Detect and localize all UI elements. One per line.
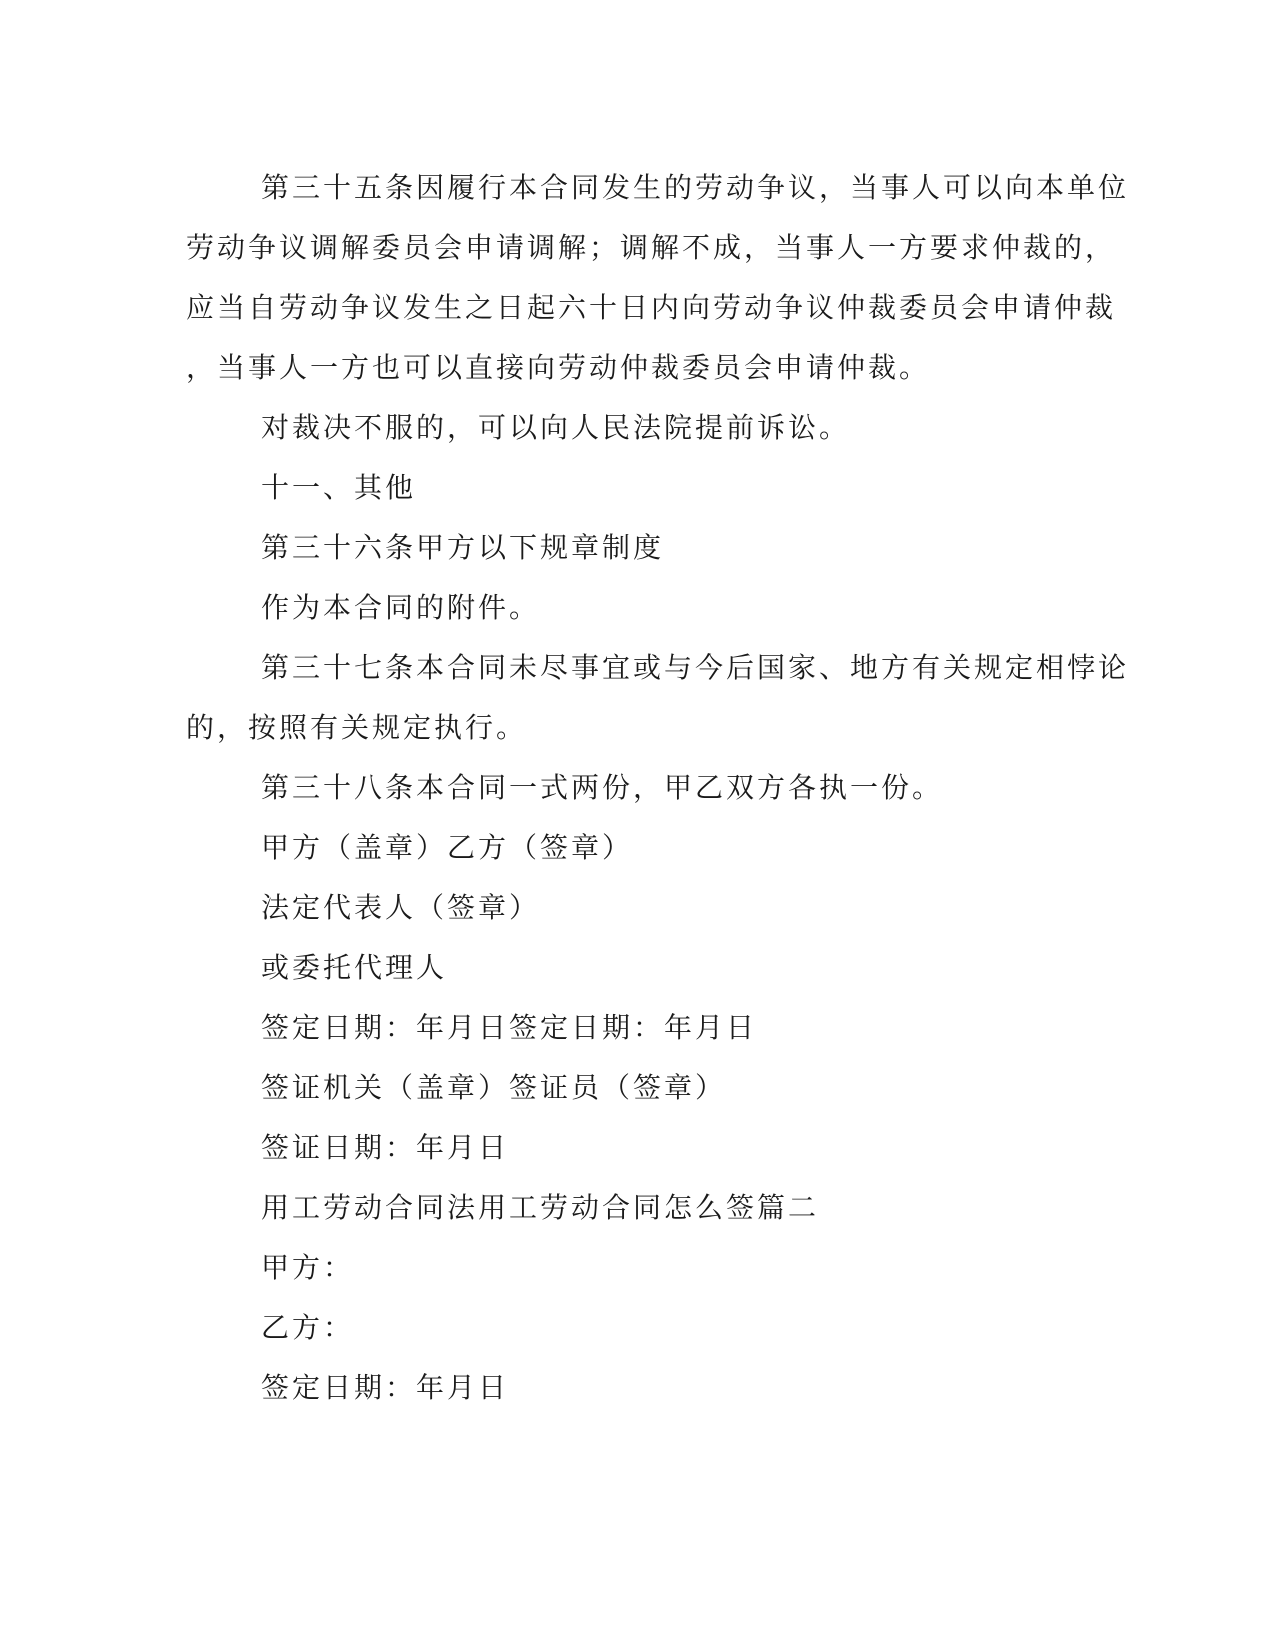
paragraph-article-38: 第三十八条本合同一式两份，甲乙双方各执一份。 — [261, 771, 944, 804]
certification-date: 签证日期：年月日 — [261, 1131, 510, 1164]
paragraph-attachment: 作为本合同的附件。 — [261, 591, 541, 624]
paragraph-article-35-line-4: ，当事人一方也可以直接向劳动仲裁委员会申请仲裁。 — [186, 351, 931, 384]
signing-date-label: 签定日期：年月日 — [261, 1371, 510, 1404]
certification-authority: 签证机关（盖章）签证员（签章） — [261, 1071, 727, 1104]
paragraph-article-36: 第三十六条甲方以下规章制度 — [261, 531, 665, 564]
paragraph-article-35-line-1: 第三十五条因履行本合同发生的劳动争议，当事人可以向本单位 — [261, 171, 1130, 204]
paragraph-article-37-line-1: 第三十七条本合同未尽事宜或与今后国家、地方有关规定相悖论 — [261, 651, 1130, 684]
signature-agent: 或委托代理人 — [261, 951, 448, 984]
signature-legal-representative: 法定代表人（签章） — [261, 891, 541, 924]
document-body — [186, 158, 1130, 1418]
signing-dates: 签定日期：年月日签定日期：年月日 — [261, 1011, 758, 1044]
paragraph-article-35-line-2: 劳动争议调解委员会申请调解；调解不成，当事人一方要求仲裁的， — [186, 231, 1117, 264]
paragraph-article-35-line-3: 应当自劳动争议发生之日起六十日内向劳动争议仲裁委员会申请仲裁 — [186, 291, 1117, 324]
paragraph-appeal: 对裁决不服的，可以向人民法院提前诉讼。 — [261, 411, 851, 444]
section-title-part-two: 用工劳动合同法用工劳动合同怎么签篇二 — [261, 1191, 820, 1224]
party-b-label: 乙方： — [261, 1311, 355, 1344]
section-heading-other: 十一、其他 — [261, 471, 417, 504]
paragraph-article-37-line-2: 的，按照有关规定执行。 — [186, 711, 528, 744]
party-a-label: 甲方： — [261, 1251, 355, 1284]
signature-parties: 甲方（盖章）乙方（签章） — [261, 831, 634, 864]
